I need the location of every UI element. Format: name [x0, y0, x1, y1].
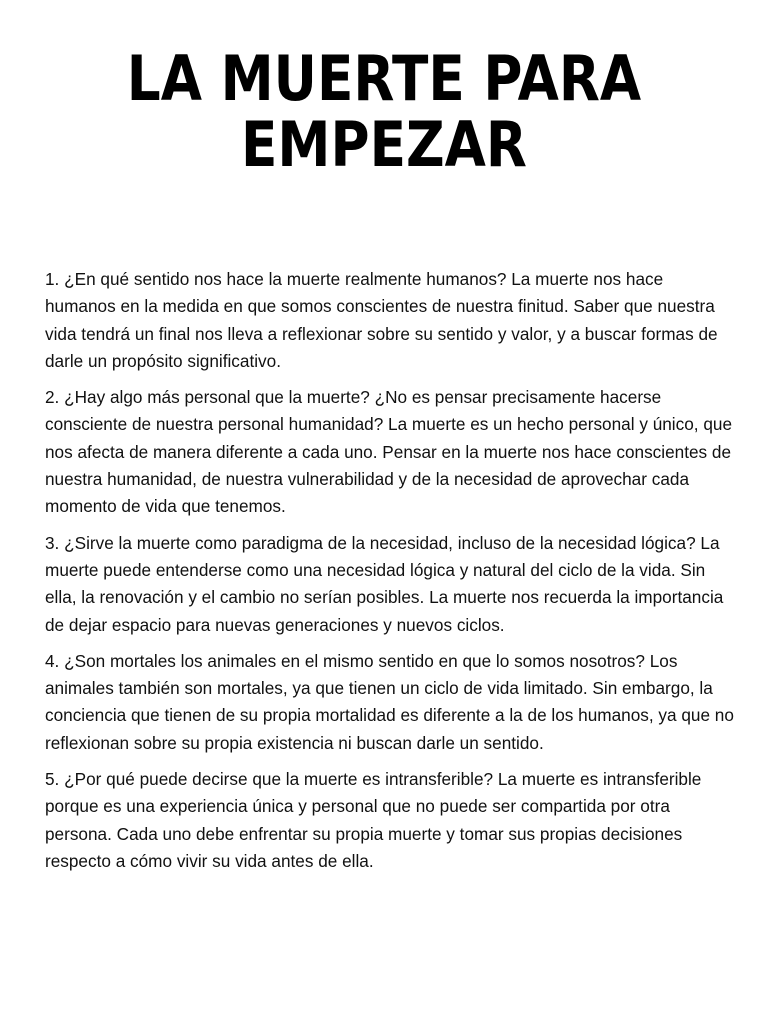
paragraph-1: 1. ¿En qué sentido nos hace la muerte realmente humanos? La muerte nos hace humanos en la medida en que somos conscientes de nuestra finitud. Saber que nuestra vida tendrá un final nos lleva a reflexionar sobre su sentido y valor, y a buscar formas de darle un propósito significativo.	[45, 269, 718, 371]
paragraph-2: 2. ¿Hay algo más personal que la muerte? ¿No es pensar precisamente hacerse consciente de nuestra personal humanidad? La muerte es un hecho personal y único, que nos afecta de manera diferente a cada uno. Pensar en la muerte nos hace conscientes de nuestra humanidad, de nuestra vulnerabilidad y de la necesidad de aprovechar cada momento de vida que tenemos.	[45, 387, 733, 517]
title-line-1: LA MUERTE PARA	[126, 42, 642, 115]
title-line-2: EMPEZAR	[241, 108, 527, 181]
document-body	[45, 266, 735, 884]
paragraph-4: 4. ¿Son mortales los animales en el mismo sentido en que lo somos nosotros? Los animales también son mortales, ya que tienen un ciclo de vida limitado. Sin embargo, la conciencia que tienen de su propia mortalidad es diferente a la de los humanos, ya que no reflexionan sobre su propia existencia ni buscan darle un sentido.	[45, 650, 734, 753]
page-title	[54, 42, 714, 181]
paragraph-5: 5. ¿Por qué puede decirse que la muerte es intransferible? La muerte es intransferible porque es una experiencia única y personal que no puede ser compartida por otra persona. Cada uno debe enfrentar su propia muerte y tomar sus propias decisiones respecto a cómo vivir su vida antes de ella.	[45, 769, 702, 871]
paragraph-3: 3. ¿Sirve la muerte como paradigma de la necesidad, incluso de la necesidad lógica? La muerte puede entenderse como una necesidad lógica y natural del ciclo de la vida. Sin ella, la renovación y el cambio no serían posibles. La muerte nos recuerda la importancia de dejar espacio para nuevas generaciones y nuevos ciclos.	[45, 532, 724, 635]
